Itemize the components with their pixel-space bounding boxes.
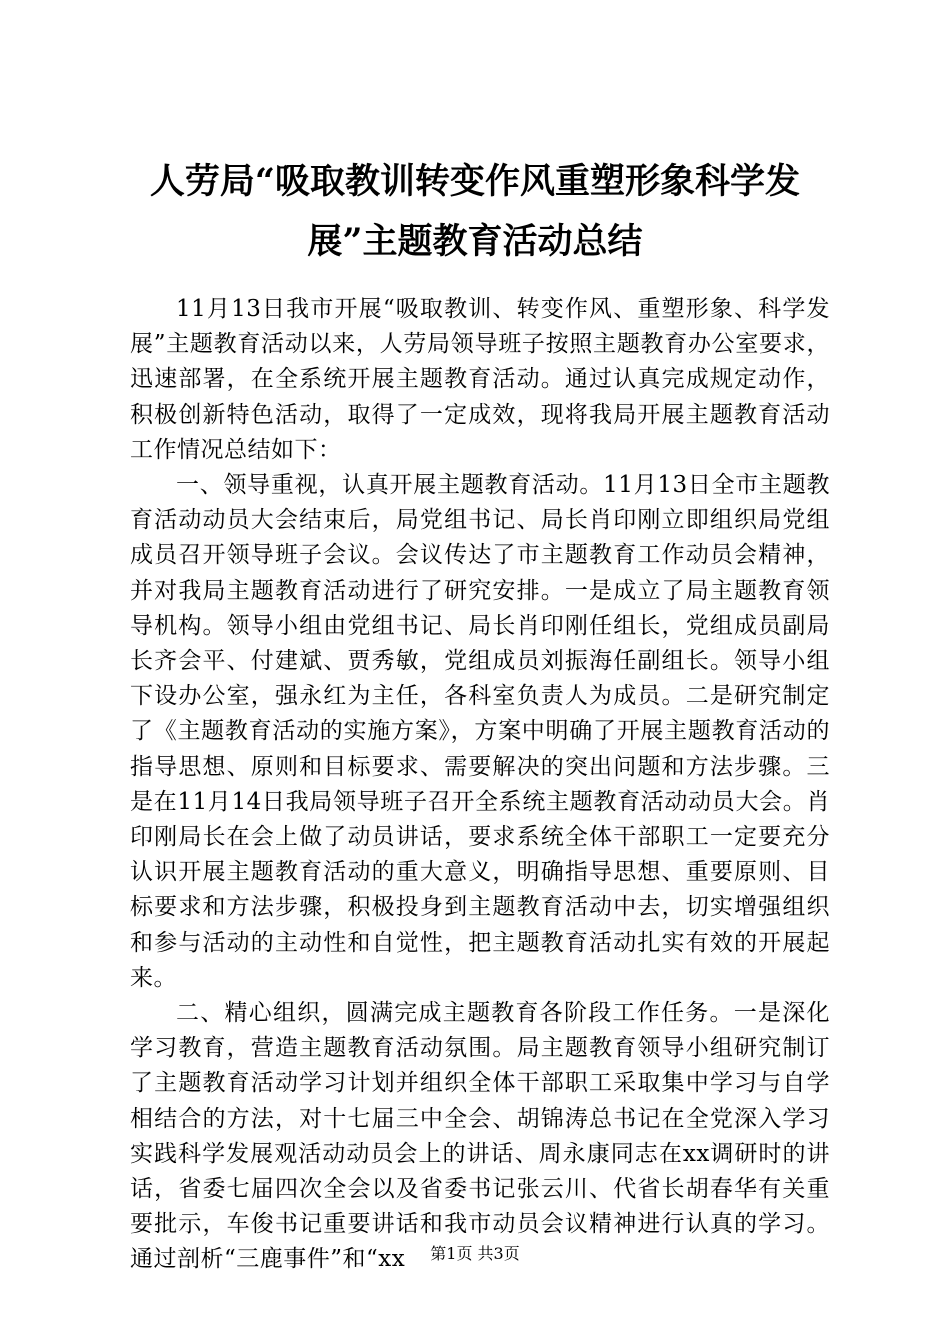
document-body [130, 292, 830, 1278]
page-footer: 第1页 共3页 [430, 1244, 520, 1263]
document-title-line-1: 人劳局“吸取教训转变作风重塑形象科学发 [149, 161, 801, 202]
paragraph-section-1: 一、领导重视，认真开展主题教育活动。11月13日全市主题教育活动动员大会结束后，局党组书记、局长肖印刚立即组织局党组成员召开领导班子会议。会议传达了市主题教育工作动员会精神，并对我局主题教育活动进行了研究安排。一是成立了局主题教育领导机构。领导小组由党组书记、局长肖印刚任组长，党组成员副局长齐会平、付建斌、贾秀敏，党组成员刘振海任副组长。领导小组下设办公室，强永红为主任，各科室负责人为成员。二是研究制定了《主题教育活动的实施方案》，方案中明确了开展主题教育活动的指导思想、原则和目标要求、需要解决的突出问题和方法步骤。三是在11月14日我局领导班子召开全系统主题教育活动动员大会。肖印刚局长在会上做了动员讲话，要求系统全体干部职工一定要充分认识开展主题教育活动的重大意义，明确指导思想、重要原则、目标要求和方法步骤，积极投身到主题教育活动中去，切实增强组织和参与活动的主动性和自觉性，把主题教育活动扎实有效的开展起来。 [130, 472, 830, 991]
paragraph-section-2: 二、精心组织，圆满完成主题教育各阶段工作任务。一是深化学习教育，营造主题教育活动氛围。局主题教育领导小组研究制订了主题教育活动学习计划并组织全体干部职工采取集中学习与自学相结合的方法，对十七届三中全会、胡锦涛总书记在全党深入学习实践科学发展观活动动员会上的讲话、周永康同志在xx调研时的讲话，省委七届四次全会以及省委书记张云川、代省长胡春华有关重要批示，车俊书记重要讲话和我市动员会议精神进行认真的学习。通过剖析“三鹿事件”和“xx [130, 1000, 830, 1273]
paragraph-intro: 11月13日我市开展“吸取教训、转变作风、重塑形象、科学发展”主题教育活动以来，人劳局领导班子按照主题教育办公室要求，迅速部署，在全系统开展主题教育活动。通过认真完成规定动作，积极创新特色活动，取得了一定成效，现将我局开展主题教育活动工作情况总结如下： [130, 296, 830, 463]
document-title-line-2: 展”主题教育活动总结 [307, 221, 643, 262]
